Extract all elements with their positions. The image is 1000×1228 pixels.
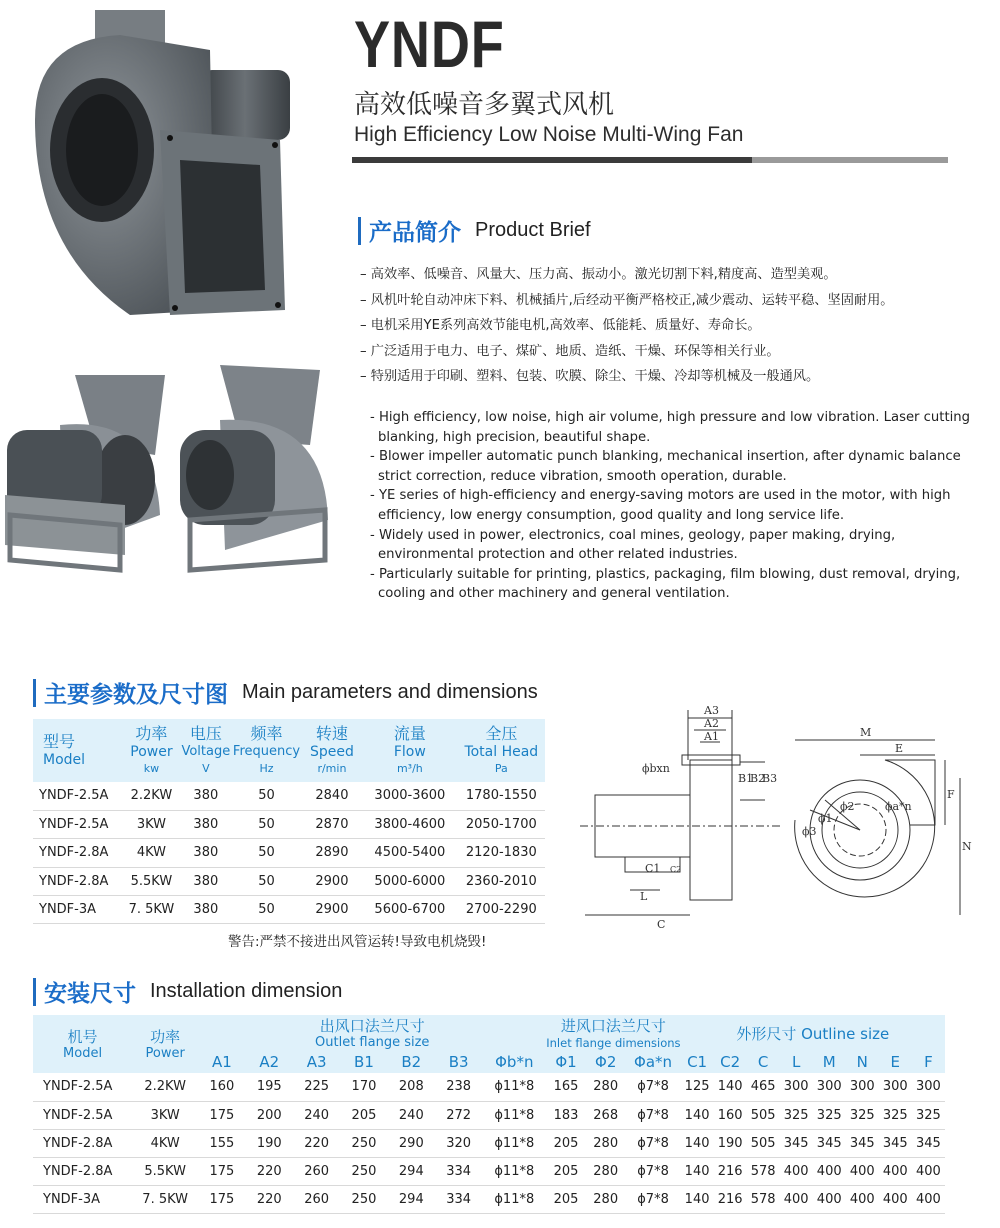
- cell: 505: [747, 1129, 780, 1157]
- cell: 240: [293, 1101, 340, 1129]
- cell: ϕ11*8: [482, 1073, 546, 1101]
- cell: 268: [586, 1101, 626, 1129]
- table-row: [33, 810, 545, 838]
- cell: 2.2KW: [132, 1073, 198, 1101]
- cell: 334: [435, 1158, 482, 1186]
- heading-bar: [33, 679, 36, 707]
- cell: 216: [714, 1186, 747, 1214]
- cell: 190: [714, 1129, 747, 1157]
- subtitle-en: High Efficiency Low Noise Multi-Wing Fan: [354, 123, 744, 146]
- cell: 345: [846, 1129, 879, 1157]
- cell: 2900: [302, 896, 362, 924]
- col-model: 型号 Model: [33, 719, 122, 782]
- cell: 280: [586, 1186, 626, 1214]
- col-an: Φa*n: [626, 1051, 681, 1073]
- table-row: [33, 1158, 945, 1186]
- brief-item-en: - Particularly suitable for printing, plastics, packaging, film blowing, dust removal, drying, cooling and other machinery and general ventilation.: [370, 566, 961, 602]
- cell: 160: [714, 1101, 747, 1129]
- dim-label: A1: [704, 730, 719, 743]
- col-b2: B2: [388, 1051, 435, 1073]
- cell: 325: [846, 1101, 879, 1129]
- cell: YNDF-2.5A: [33, 810, 122, 838]
- cell: ϕ11*8: [482, 1129, 546, 1157]
- cell: 220: [293, 1129, 340, 1157]
- cell: 578: [747, 1186, 780, 1214]
- cell: ϕ7*8: [626, 1101, 681, 1129]
- cell: YNDF-2.8A: [33, 1158, 132, 1186]
- dim-label: A2: [704, 717, 719, 730]
- cell: 260: [293, 1158, 340, 1186]
- cell: 325: [912, 1101, 945, 1129]
- cell: 400: [846, 1186, 879, 1214]
- cell: 50: [231, 839, 302, 867]
- cell: 400: [813, 1186, 846, 1214]
- cell: 140: [681, 1186, 714, 1214]
- cell: 400: [780, 1186, 813, 1214]
- cell: 7. 5KW: [132, 1186, 198, 1214]
- install-heading-cn: 安装尺寸: [44, 981, 136, 1007]
- cell: 578: [747, 1158, 780, 1186]
- cell: ϕ11*8: [482, 1158, 546, 1186]
- dim-label: L: [640, 890, 648, 903]
- col-outline-group: 外形尺寸 Outline size: [681, 1015, 945, 1051]
- install-body: [33, 1073, 945, 1214]
- cell: YNDF-2.8A: [33, 867, 122, 895]
- cell: 300: [813, 1073, 846, 1101]
- install-header-group: [33, 1015, 945, 1051]
- cell: 380: [181, 896, 232, 924]
- cell: 183: [546, 1101, 586, 1129]
- cell: YNDF-2.5A: [33, 1101, 132, 1129]
- cell: YNDF-2.8A: [33, 839, 122, 867]
- params-heading: [33, 676, 538, 709]
- brief-item-cn: – 高效率、低噪音、风量大、压力高、振动小。激光切割下料,精度高、造型美观。: [360, 267, 837, 282]
- dim-label: B3: [762, 772, 778, 785]
- dim-label: B2: [750, 772, 766, 785]
- col-c1: C1: [681, 1051, 714, 1073]
- cell: 50: [231, 782, 302, 810]
- cell: 2360-2010: [458, 867, 545, 895]
- cell: 400: [780, 1158, 813, 1186]
- cell: 175: [198, 1101, 245, 1129]
- cell: 3800-4600: [362, 810, 458, 838]
- table-row: [33, 1186, 945, 1214]
- col-total-head: 全压 Total Head Pa: [458, 719, 545, 782]
- cell: 345: [912, 1129, 945, 1157]
- cell: 155: [198, 1129, 245, 1157]
- cell: 325: [879, 1101, 912, 1129]
- cell: ϕ7*8: [626, 1158, 681, 1186]
- cell: 3KW: [122, 810, 180, 838]
- cell: 300: [912, 1073, 945, 1101]
- cell: 2120-1830: [458, 839, 545, 867]
- col-e: E: [879, 1051, 912, 1073]
- brief-item-en: - High efficiency, low noise, high air volume, high pressure and low vibration. Laser cutting blanking, high precision, beautiful shape.: [370, 410, 971, 445]
- cell: 205: [546, 1158, 586, 1186]
- cell: 220: [246, 1158, 293, 1186]
- cell: 380: [181, 810, 232, 838]
- cell: 334: [435, 1186, 482, 1214]
- cell: 5600-6700: [362, 896, 458, 924]
- dim-label: N: [962, 840, 972, 853]
- cell: 300: [846, 1073, 879, 1101]
- cell: 260: [293, 1186, 340, 1214]
- cell: 2840: [302, 782, 362, 810]
- col-f: F: [912, 1051, 945, 1073]
- cell: 160: [198, 1073, 245, 1101]
- col-c: C: [747, 1051, 780, 1073]
- cell: 400: [879, 1158, 912, 1186]
- cell: 290: [388, 1129, 435, 1157]
- cell: 5000-6000: [362, 867, 458, 895]
- heading-bar: [33, 978, 36, 1006]
- brief-item-en: - Blower impeller automatic punch blanking, mechanical insertion, after dynamic balance strict correction, reduce vibration, smooth operation, durable.: [370, 449, 961, 484]
- col-frequency: 频率 Frequency Hz: [231, 719, 302, 782]
- header-rule: [352, 157, 752, 163]
- table-row: [33, 839, 545, 867]
- params-table: [33, 719, 545, 924]
- cell: 140: [714, 1073, 747, 1101]
- cell: 125: [681, 1073, 714, 1101]
- brief-heading-cn: 产品简介: [369, 220, 461, 246]
- col-speed: 转速 Speed r/min: [302, 719, 362, 782]
- dim-label: C1: [645, 862, 661, 875]
- col-flow: 流量 Flow m³/h: [362, 719, 458, 782]
- col-b3: B3: [435, 1051, 482, 1073]
- brief-heading-en: Product Brief: [475, 219, 591, 241]
- cell: 220: [246, 1186, 293, 1214]
- col-inlet-group: 进风口法兰尺寸 Inlet flange dimensions: [546, 1017, 681, 1050]
- cell: 250: [340, 1186, 387, 1214]
- col-a2: A2: [246, 1051, 293, 1073]
- install-heading-en: Installation dimension: [150, 980, 343, 1002]
- col-phi2: Φ2: [586, 1051, 626, 1073]
- motor-body: [595, 795, 690, 857]
- cell: 380: [181, 782, 232, 810]
- cell: 280: [586, 1158, 626, 1186]
- cell: 4500-5400: [362, 839, 458, 867]
- dim-label: ϕ2: [840, 800, 855, 813]
- col-m: M: [813, 1051, 846, 1073]
- table-row: [33, 1129, 945, 1157]
- brief-item-en: - YE series of high-efficiency and energy-saving motors are used in the motor, with high efficiency, low energy consumption, good quality and long service life.: [370, 488, 951, 523]
- cell: 240: [388, 1101, 435, 1129]
- cell: ϕ7*8: [626, 1186, 681, 1214]
- cell: 380: [181, 867, 232, 895]
- col-c2: C2: [714, 1051, 747, 1073]
- brief-list-en: [362, 408, 982, 604]
- cell: YNDF-2.5A: [33, 1073, 132, 1101]
- cell: 400: [879, 1186, 912, 1214]
- heading-bar: [358, 217, 361, 245]
- cell: ϕ11*8: [482, 1186, 546, 1214]
- cell: 175: [198, 1158, 245, 1186]
- brief-item-cn: – 风机叶轮自动冲床下料、机械插片,后经动平衡严格校正,减少震动、运转平稳、坚固耐用。: [360, 292, 894, 308]
- cell: 170: [340, 1073, 387, 1101]
- cell: 300: [780, 1073, 813, 1101]
- cell: 345: [879, 1129, 912, 1157]
- table-row: [33, 1101, 945, 1129]
- cell: 190: [246, 1129, 293, 1157]
- cell: 4KW: [132, 1129, 198, 1157]
- cell: 400: [912, 1186, 945, 1214]
- dim-label: ϕ3: [802, 825, 817, 838]
- cell: YNDF-3A: [33, 1186, 132, 1214]
- brief-item-cn: – 特别适用于印刷、塑料、包装、吹膜、除尘、干燥、冷却等机械及一般通风。: [360, 369, 820, 384]
- params-header-row: [33, 719, 545, 782]
- col-power: 功率 Power: [132, 1015, 198, 1073]
- cell: 50: [231, 867, 302, 895]
- cell: 175: [198, 1186, 245, 1214]
- cell: 205: [340, 1101, 387, 1129]
- cell: 345: [813, 1129, 846, 1157]
- cell: 400: [813, 1158, 846, 1186]
- col-voltage: 电压 Voltage V: [181, 719, 232, 782]
- params-heading-en: Main parameters and dimensions: [242, 681, 538, 703]
- cell: 320: [435, 1129, 482, 1157]
- cell: 4KW: [122, 839, 180, 867]
- brief-list-cn: [360, 262, 1000, 390]
- cell: 325: [780, 1101, 813, 1129]
- dim-label: M: [860, 726, 872, 739]
- cell: 1780-1550: [458, 782, 545, 810]
- cell: 2050-1700: [458, 810, 545, 838]
- dim-label: F: [947, 788, 955, 801]
- cell: 3000-3600: [362, 782, 458, 810]
- cell: 216: [714, 1158, 747, 1186]
- cell: 140: [681, 1101, 714, 1129]
- cell: 250: [340, 1158, 387, 1186]
- col-outlet-group: 出风口法兰尺寸 Outlet flange size: [198, 1015, 546, 1051]
- cell: ϕ7*8: [626, 1129, 681, 1157]
- brief-item-cn: – 电机采用YE系列高效节能电机,高效率、低能耗、质量好、寿命长。: [360, 318, 761, 333]
- cell: 505: [747, 1101, 780, 1129]
- cell: 2870: [302, 810, 362, 838]
- cell: 5.5KW: [122, 867, 180, 895]
- cell: 140: [681, 1129, 714, 1157]
- cell: 208: [388, 1073, 435, 1101]
- dim-label: A3: [704, 704, 719, 717]
- cell: 294: [388, 1186, 435, 1214]
- dim-label: B1: [738, 772, 754, 785]
- brief-heading: [358, 214, 591, 247]
- cell: 2.2KW: [122, 782, 180, 810]
- col-a3: A3: [293, 1051, 340, 1073]
- page-title: YNDF: [354, 7, 505, 81]
- cell: 7. 5KW: [122, 896, 180, 924]
- dim-label: ϕbxn: [642, 762, 670, 775]
- cell: 2890: [302, 839, 362, 867]
- cell: 272: [435, 1101, 482, 1129]
- col-bn: Φb*n: [482, 1051, 546, 1073]
- col-a1: A1: [198, 1051, 245, 1073]
- cell: ϕ11*8: [482, 1101, 546, 1129]
- col-b1: B1: [340, 1051, 387, 1073]
- cell: YNDF-2.5A: [33, 782, 122, 810]
- cell: 140: [681, 1158, 714, 1186]
- cell: 50: [231, 896, 302, 924]
- col-model: 机号 Model: [33, 1015, 132, 1073]
- cell: 165: [546, 1073, 586, 1101]
- dim-label: C: [657, 918, 666, 931]
- fan-photo-main: [20, 10, 300, 330]
- cell: YNDF-3A: [33, 896, 122, 924]
- cell: 238: [435, 1073, 482, 1101]
- cell: 225: [293, 1073, 340, 1101]
- cell: 2900: [302, 867, 362, 895]
- cell: 294: [388, 1158, 435, 1186]
- cell: ϕ7*8: [626, 1073, 681, 1101]
- dim-label: C2: [670, 865, 682, 874]
- dimension-drawing: [570, 700, 970, 940]
- table-row: [33, 782, 545, 810]
- cell: YNDF-2.8A: [33, 1129, 132, 1157]
- subtitle-cn: 高效低噪音多翼式风机: [354, 90, 615, 120]
- table-row: [33, 1073, 945, 1101]
- cell: 280: [586, 1129, 626, 1157]
- params-heading-cn: 主要参数及尺寸图: [44, 682, 228, 708]
- cell: 345: [780, 1129, 813, 1157]
- cell: 50: [231, 810, 302, 838]
- cell: 380: [181, 839, 232, 867]
- install-heading: [33, 975, 342, 1008]
- cell: 205: [546, 1129, 586, 1157]
- cell: 250: [340, 1129, 387, 1157]
- col-l: L: [780, 1051, 813, 1073]
- cell: 195: [246, 1073, 293, 1101]
- fan-photo-side: [5, 365, 175, 580]
- brief-item-en: - Widely used in power, electronics, coal mines, geology, paper making, drying, environmental protection and other related industries.: [370, 527, 896, 563]
- fan-photo-front: [180, 360, 335, 580]
- table-row: [33, 896, 545, 924]
- table-row: [33, 867, 545, 895]
- install-table: [33, 1015, 945, 1214]
- dim-label: ϕa*n: [885, 800, 912, 813]
- cell: 465: [747, 1073, 780, 1101]
- col-n: N: [846, 1051, 879, 1073]
- cell: 205: [546, 1186, 586, 1214]
- col-phi1: Φ1: [546, 1051, 586, 1073]
- header-rule-accent: [752, 157, 948, 163]
- dim-label: E: [895, 742, 904, 755]
- cell: 3KW: [132, 1101, 198, 1129]
- cell: 200: [246, 1101, 293, 1129]
- cell: 2700-2290: [458, 896, 545, 924]
- col-power: 功率 Power kw: [122, 719, 180, 782]
- dim-label: ϕ1: [818, 812, 833, 825]
- cell: 325: [813, 1101, 846, 1129]
- warning-text: 警告:严禁不接进出风管运转!导致电机烧毁!: [228, 934, 487, 950]
- cell: 400: [912, 1158, 945, 1186]
- cell: 280: [586, 1073, 626, 1101]
- cell: 5.5KW: [132, 1158, 198, 1186]
- brief-item-cn: – 广泛适用于电力、电子、煤矿、地质、造纸、干燥、环保等相关行业。: [360, 343, 780, 359]
- cell: 300: [879, 1073, 912, 1101]
- cell: 400: [846, 1158, 879, 1186]
